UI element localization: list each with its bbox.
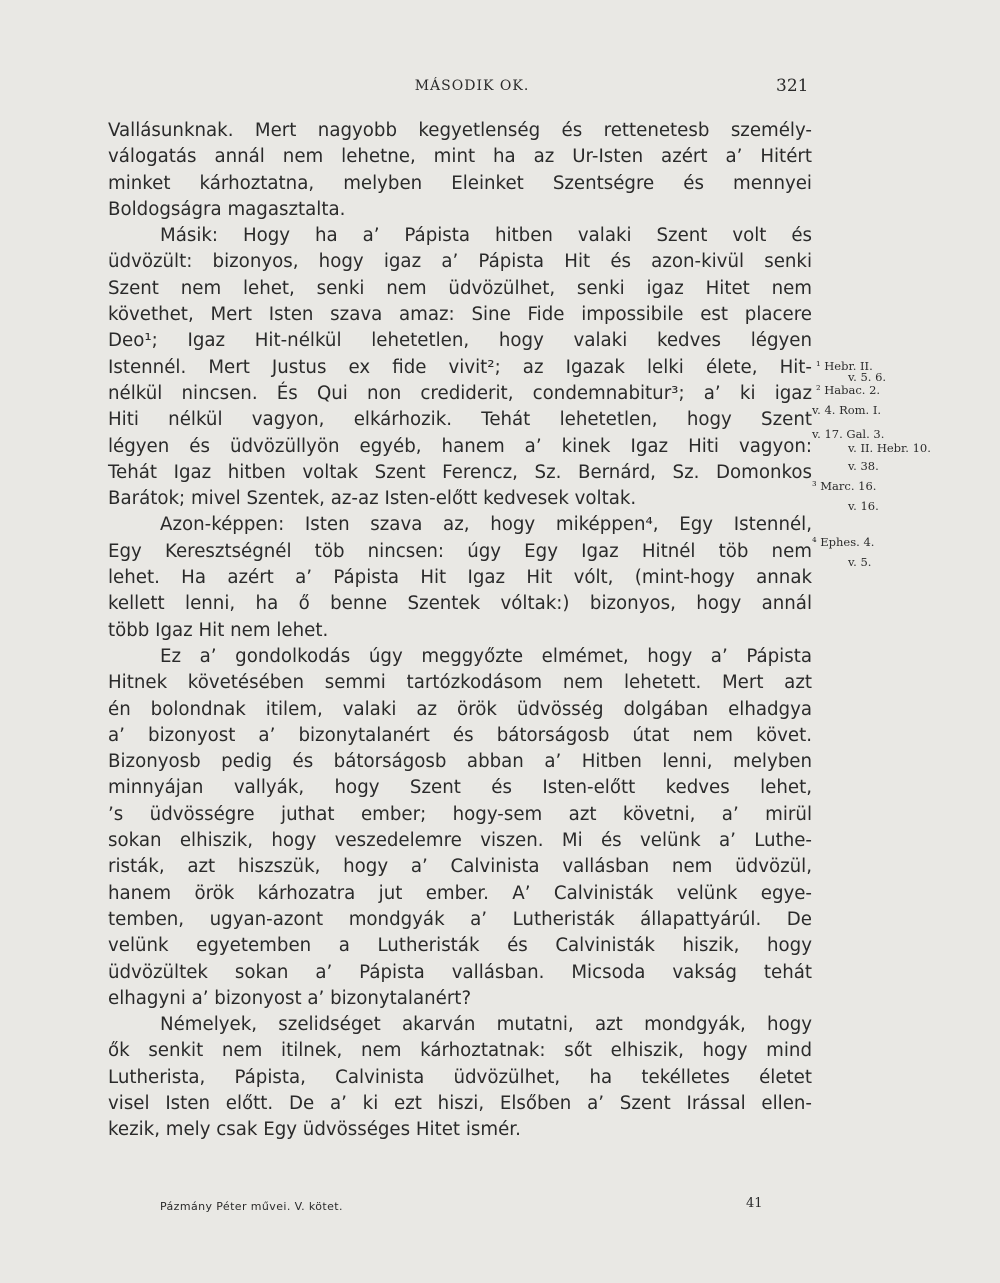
text-line: több Igaz Hit nem lehet. — [108, 619, 329, 641]
margin-note: v. 5. 6. — [848, 370, 887, 384]
margin-note: v. 4. Rom. I. — [812, 403, 882, 417]
text-line: ’s üdvösségre juthat ember; hogy-sem azt követni, a’ mirül — [108, 803, 812, 825]
text-line: Szent nem lehet, senki nem üdvözülhet, senki igaz Hitet nem — [108, 277, 812, 299]
text-line: sokan elhiszik, hogy veszedelemre viszen. Mi és velünk a’ Luthe- — [108, 830, 812, 852]
text-line: kezik, mely csak Egy üdvösséges Hitet ismér. — [108, 1119, 521, 1141]
text-line: Másik: Hogy ha a’ Pápista hitben valaki Szent volt és — [160, 225, 812, 247]
text-line: Deo¹; Igaz Hit-nélkül lehetetlen, hogy valaki kedves légyen — [108, 330, 812, 352]
margin-note: v. 17. Gal. 3. — [812, 427, 885, 441]
text-line: Tehát Igaz hitben voltak Szent Ferencz, Sz. Bernárd, Sz. Domonkos — [108, 461, 812, 483]
text-line: üdvözült: bizonyos, hogy igaz a’ Pápista Hit és azon-kivül senki — [108, 251, 812, 273]
text-line: válogatás annál nem lehetne, mint ha az Ur-Isten azért a’ Hitért — [108, 146, 812, 168]
text-line: Ez a’ gondolkodás úgy meggyőzte elmémet, hogy a’ Pápista — [160, 645, 812, 667]
margin-note: ² Habac. 2. — [816, 383, 881, 397]
text-line: Hitnek követésében semmi tartózkodásom nem lehetett. Mert azt — [108, 672, 812, 694]
text-line: lehet. Ha azért a’ Pápista Hit Igaz Hit vólt, (mint-hogy annak — [108, 567, 812, 589]
body-text — [108, 118, 812, 1144]
text-line: minket kárhoztatna, melyben Eleinket Szentségre és mennyei — [108, 172, 812, 194]
text-line: Barátok; mivel Szentek, az-az Isten-előtt kedvesek voltak. — [108, 488, 637, 510]
chapter-title: MÁSODIK OK. — [414, 78, 530, 94]
margin-note: v. II. Hebr. 10. — [848, 441, 931, 455]
text-line: Bizonyosb pedig és bátorságosb abban a’ Hitben lenni, melyben — [108, 751, 812, 773]
text-line: üdvözültek sokan a’ Pápista vallásban. Micsoda vakság tehát — [108, 961, 812, 983]
running-head — [0, 78, 1000, 102]
text-line: Istennél. Mert Justus ex fide vivit²; az Igazak lelki élete, Hit- — [108, 356, 812, 378]
text-line: Boldogságra magasztalta. — [108, 198, 346, 220]
text-line: nélkül nincsen. És Qui non crediderit, condemnabitur³; a’ ki igaz — [108, 382, 812, 404]
text-line: temben, ugyan-azont mondgyák a’ Lutheristák állapattyárúl. De — [108, 908, 812, 930]
page-number: 321 — [776, 76, 809, 96]
footer-citation: Pázmány Péter művei. V. kötet. — [160, 1200, 343, 1213]
text-line: követhet, Mert Isten szava amaz: Sine Fide impossibile est placere — [108, 304, 812, 326]
text-line: Vallásunknak. Mert nagyobb kegyetlenség és rettenetesb személy- — [108, 120, 812, 141]
text-line: velünk egyetemben a Lutheristák és Calvinisták hiszik, hogy — [108, 935, 812, 957]
signature-number: 41 — [746, 1196, 763, 1211]
margin-note: ³ Marc. 16. — [812, 479, 877, 493]
margin-note: v. 16. — [848, 499, 879, 513]
text-line: ők senkit nem itilnek, nem kárhoztatnak: sőt elhiszik, hogy mind — [108, 1040, 812, 1062]
margin-note: v. 38. — [848, 459, 879, 473]
text-line: risták, azt hiszszük, hogy a’ Calvinista vallásban nem üdvözül, — [108, 856, 812, 878]
text-line: hanem örök kárhozatra jut ember. A’ Calvinisták velünk egye- — [108, 882, 812, 904]
text-line: Némelyek, szelidséget akarván mutatni, azt mondgyák, hogy — [160, 1014, 812, 1036]
text-line: kellett lenni, ha ő benne Szentek vóltak:) bizonyos, hogy annál — [108, 593, 812, 615]
text-line: én bolondnak itilem, valaki az örök üdvösség dolgában elhadgya — [108, 698, 812, 720]
text-line: Hiti nélkül vagyon, elkárhozik. Tehát lehetetlen, hogy Szent — [108, 409, 812, 431]
margin-note: v. 5. — [848, 555, 872, 569]
margin-note: ¹ Hebr. II. — [816, 359, 873, 373]
text-line: Egy Keresztségnél töb nincsen: úgy Egy Igaz Hitnél töb nem — [108, 540, 812, 562]
text-line: a’ bizonyost a’ bizonytalanért és bátorságosb útat nem követ. — [108, 724, 812, 746]
text-line: minnyájan vallyák, hogy Szent és Isten-előtt kedves lehet, — [108, 777, 812, 799]
text-line: légyen és üdvözüllyön egyéb, hanem a’ kinek Igaz Hiti vagyon: — [108, 435, 812, 457]
margin-note: ⁴ Ephes. 4. — [812, 535, 875, 549]
text-line: Lutherista, Pápista, Calvinista üdvözülhet, ha tekélletes életet — [108, 1066, 812, 1088]
text-line: elhagyni a’ bizonyost a’ bizonytalanért? — [108, 987, 472, 1009]
text-line: visel Isten előtt. De a’ ki ezt hiszi, Elsőben a’ Szent Irással ellen- — [108, 1092, 812, 1114]
text-line: Azon-képpen: Isten szava az, hogy miképpen⁴, Egy Istennél, — [160, 514, 812, 536]
